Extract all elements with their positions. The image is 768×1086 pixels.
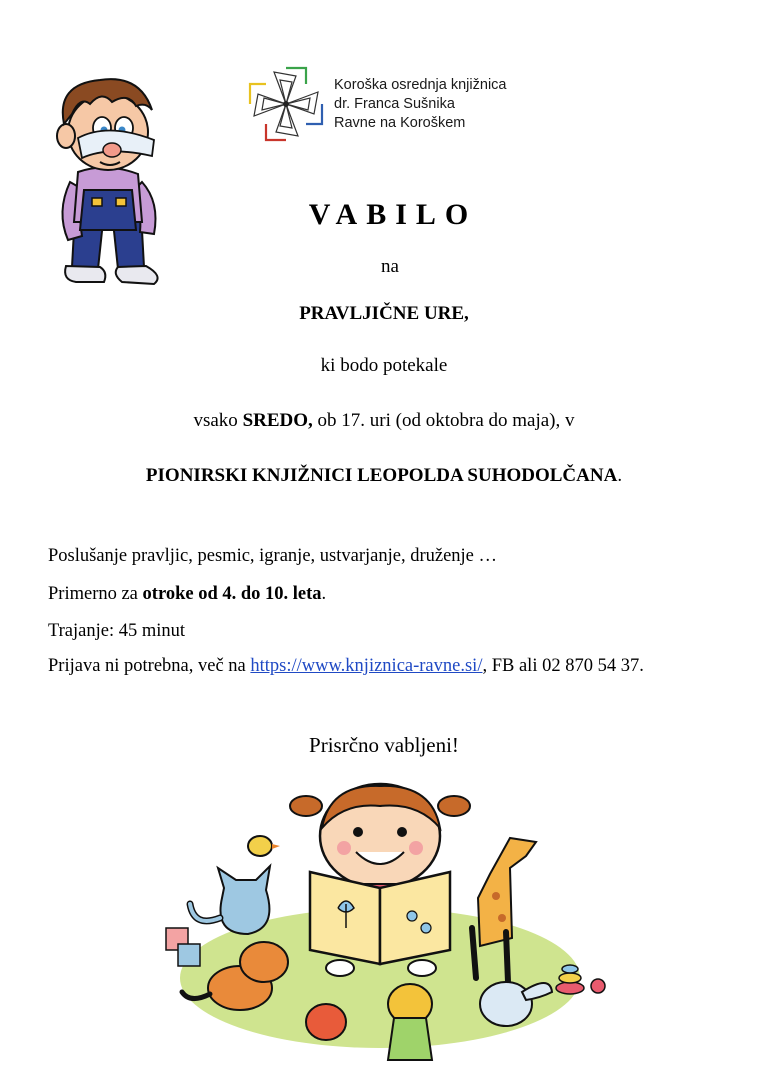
location-name: PIONIRSKI KNJIŽNICI LEOPOLDA SUHODOLČANA	[145, 465, 618, 486]
website-link[interactable]: https://www.knjiznica-ravne.si/	[250, 656, 483, 676]
activities-text: Poslušanje pravljic, pesmic, igranje, ustvarjanje, druženje …	[48, 546, 498, 566]
age-prefix: Primerno za	[48, 584, 143, 604]
invitation-title: VABILO	[308, 198, 478, 231]
schedule-suffix: ob 17. uri (od oktobra do maja), v	[312, 410, 575, 431]
registration-suffix: , FB ali 02 870 54 37.	[482, 656, 644, 676]
invitation-na: na	[381, 256, 399, 277]
kids-reading-illustration	[160, 778, 606, 1078]
library-name-line-1: Koroška osrednja knjižnica	[334, 77, 507, 93]
event-location	[0, 465, 768, 487]
event-schedule	[0, 410, 768, 432]
closing-text: Prisrčno vabljeni!	[309, 733, 459, 757]
library-name-line-3: Ravne na Koroškem	[334, 115, 466, 131]
event-subtitle: ki bodo potekale	[320, 355, 448, 376]
event-name: PRAVLJIČNE URE,	[299, 303, 469, 324]
age-text	[48, 584, 326, 605]
schedule-day: SREDO,	[242, 410, 313, 431]
age-suffix: .	[321, 584, 327, 604]
library-name	[334, 76, 564, 133]
age-range: otroke od 4. do 10. leta	[142, 584, 322, 604]
schedule-prefix: vsako	[193, 410, 243, 431]
registration-prefix: Prijava ni potrebna, več na	[48, 656, 251, 676]
library-name-line-2: dr. Franca Sušnika	[334, 96, 455, 112]
registration-text	[48, 656, 644, 677]
location-period: .	[617, 465, 623, 486]
duration-text: Trajanje: 45 minut	[48, 621, 186, 641]
library-logo-icon	[244, 62, 328, 146]
